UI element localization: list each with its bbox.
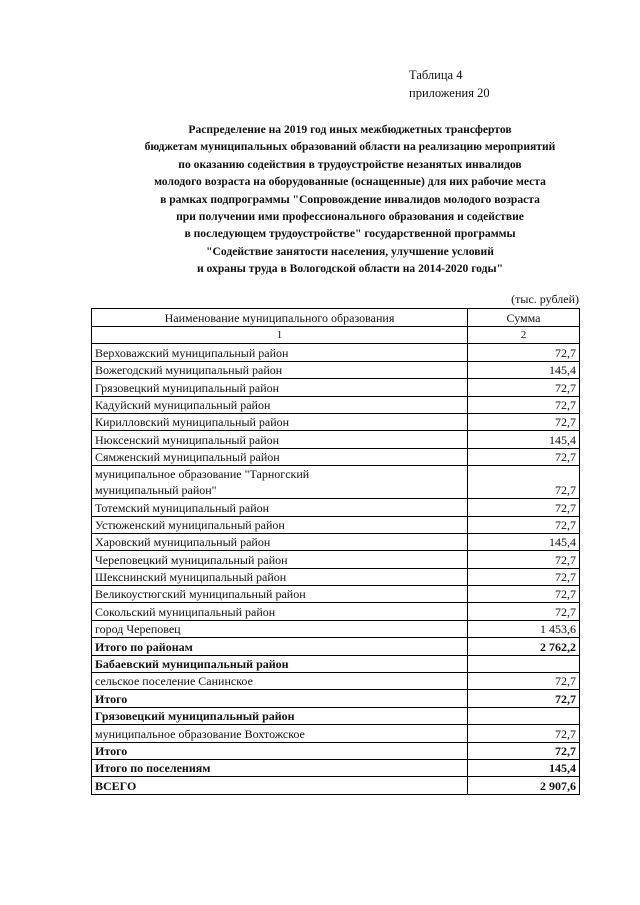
title-line: "Содействие занятости населения, улучшение условий [206, 244, 494, 258]
grand-total-label: ВСЕГО [92, 777, 468, 794]
table-row [92, 516, 580, 533]
municipality-name: Верховажский муниципальный район [92, 344, 468, 361]
amount: 72,7 [468, 499, 580, 516]
table-row [92, 568, 580, 585]
municipality-name: Харовский муниципальный район [92, 533, 468, 550]
amount: 72,7 [468, 516, 580, 533]
municipality-name: муниципальное образование Вохтожское [92, 725, 468, 742]
group-header-row [92, 655, 580, 672]
grand-total-row [92, 777, 580, 794]
subtotal-label: Итого по поселениям [92, 759, 468, 776]
subtotal-amount: 72,7 [468, 690, 580, 707]
table-row [92, 413, 580, 430]
group-header-row [92, 707, 580, 724]
municipality-name [92, 466, 468, 499]
municipality-name: Сокольский муниципальный район [92, 603, 468, 620]
municipality-name: Устюженский муниципальный район [92, 516, 468, 533]
table-row [92, 379, 580, 396]
amount: 72,7 [468, 413, 580, 430]
table-row [92, 533, 580, 550]
table-row [92, 586, 580, 603]
group-name: Грязовецкий муниципальный район [92, 707, 468, 724]
amount: 72,7 [468, 725, 580, 742]
column-number-row [92, 327, 580, 344]
title-line: молодого возраста на оборудованные (оснащенные) для них рабочие места [154, 175, 546, 189]
attachment-label [409, 66, 490, 102]
subtotal-amount: 72,7 [468, 742, 580, 759]
municipality-name: Сямженский муниципальный район [92, 448, 468, 465]
amount: 72,7 [468, 466, 580, 499]
document-title [60, 121, 640, 278]
municipality-name: Кирилловский муниципальный район [92, 413, 468, 430]
municipality-name: Грязовецкий муниципальный район [92, 379, 468, 396]
amount: 145,4 [468, 533, 580, 550]
subtotal-label: Итого [92, 690, 468, 707]
title-line: и охраны труда в Вологодской области на 2014-2020 годы" [196, 262, 504, 276]
municipality-name: Шекснинский муниципальный район [92, 568, 468, 585]
subtotal-amount: 145,4 [468, 759, 580, 776]
amount: 1 453,6 [468, 620, 580, 637]
title-line: в последующем трудоустройстве" государственной программы [184, 227, 516, 241]
distribution-table [91, 308, 580, 795]
table-row [92, 396, 580, 413]
group-amount [468, 655, 580, 672]
grand-total-amount: 2 907,6 [468, 777, 580, 794]
group-amount [468, 707, 580, 724]
table-row [92, 499, 580, 516]
table-number: Таблица 4 [409, 68, 463, 82]
units-label: (тыс. рублей) [511, 292, 579, 306]
amount: 145,4 [468, 431, 580, 448]
amount: 72,7 [468, 379, 580, 396]
table-row [92, 620, 580, 637]
title-line: бюджетам муниципальных образований области на реализацию мероприятий [144, 140, 556, 154]
municipality-name: Тотемский муниципальный район [92, 499, 468, 516]
municipality-name: Нюксенский муниципальный район [92, 431, 468, 448]
municipality-name: Великоустюгский муниципальный район [92, 586, 468, 603]
table-row [92, 361, 580, 378]
amount: 72,7 [468, 551, 580, 568]
title-line: в рамках подпрограммы "Сопровождение инвалидов молодого возраста [160, 192, 540, 206]
municipality-name-line: муниципальное образование "Тарногский [95, 467, 310, 482]
subtotal-row [92, 759, 580, 776]
header-sum: Сумма [468, 309, 580, 327]
title-line: Распределение на 2019 год иных межбюджетных трансфертов [188, 123, 512, 136]
header-name: Наименование муниципального образования [92, 309, 468, 327]
subtotal-amount: 2 762,2 [468, 638, 580, 655]
subtotal-row [92, 638, 580, 655]
appendix-number: приложения 20 [409, 86, 490, 100]
group-name: Бабаевский муниципальный район [92, 655, 468, 672]
table-row [92, 448, 580, 465]
amount: 72,7 [468, 603, 580, 620]
amount: 72,7 [468, 568, 580, 585]
municipality-name: Кадуйский муниципальный район [92, 396, 468, 413]
amount: 72,7 [468, 396, 580, 413]
subtotal-label: Итого по районам [92, 638, 468, 655]
municipality-name-line: муниципальный район" [95, 483, 217, 498]
column-number-name: 1 [92, 327, 468, 344]
table-row [92, 344, 580, 361]
subtotal-label: Итого [92, 742, 468, 759]
subtotal-row [92, 690, 580, 707]
subtotal-row [92, 742, 580, 759]
table-header-row [92, 309, 580, 327]
column-number-sum: 2 [468, 327, 580, 344]
table-row [92, 725, 580, 742]
table-row [92, 431, 580, 448]
table-row [92, 603, 580, 620]
municipality-name: город Череповец [92, 620, 468, 637]
amount: 72,7 [468, 448, 580, 465]
amount: 72,7 [468, 673, 580, 690]
table-row [92, 673, 580, 690]
amount: 72,7 [468, 344, 580, 361]
table-row [92, 551, 580, 568]
table-row [92, 466, 580, 499]
title-line: по оказанию содействия в трудоустройстве незанятых инвалидов [178, 157, 522, 171]
amount: 145,4 [468, 361, 580, 378]
amount: 72,7 [468, 586, 580, 603]
title-line: при получении ими профессионального образования и содействие [176, 210, 524, 224]
municipality-name: сельское поселение Санинское [92, 673, 468, 690]
municipality-name: Вожегодский муниципальный район [92, 361, 468, 378]
municipality-name: Череповецкий муниципальный район [92, 551, 468, 568]
